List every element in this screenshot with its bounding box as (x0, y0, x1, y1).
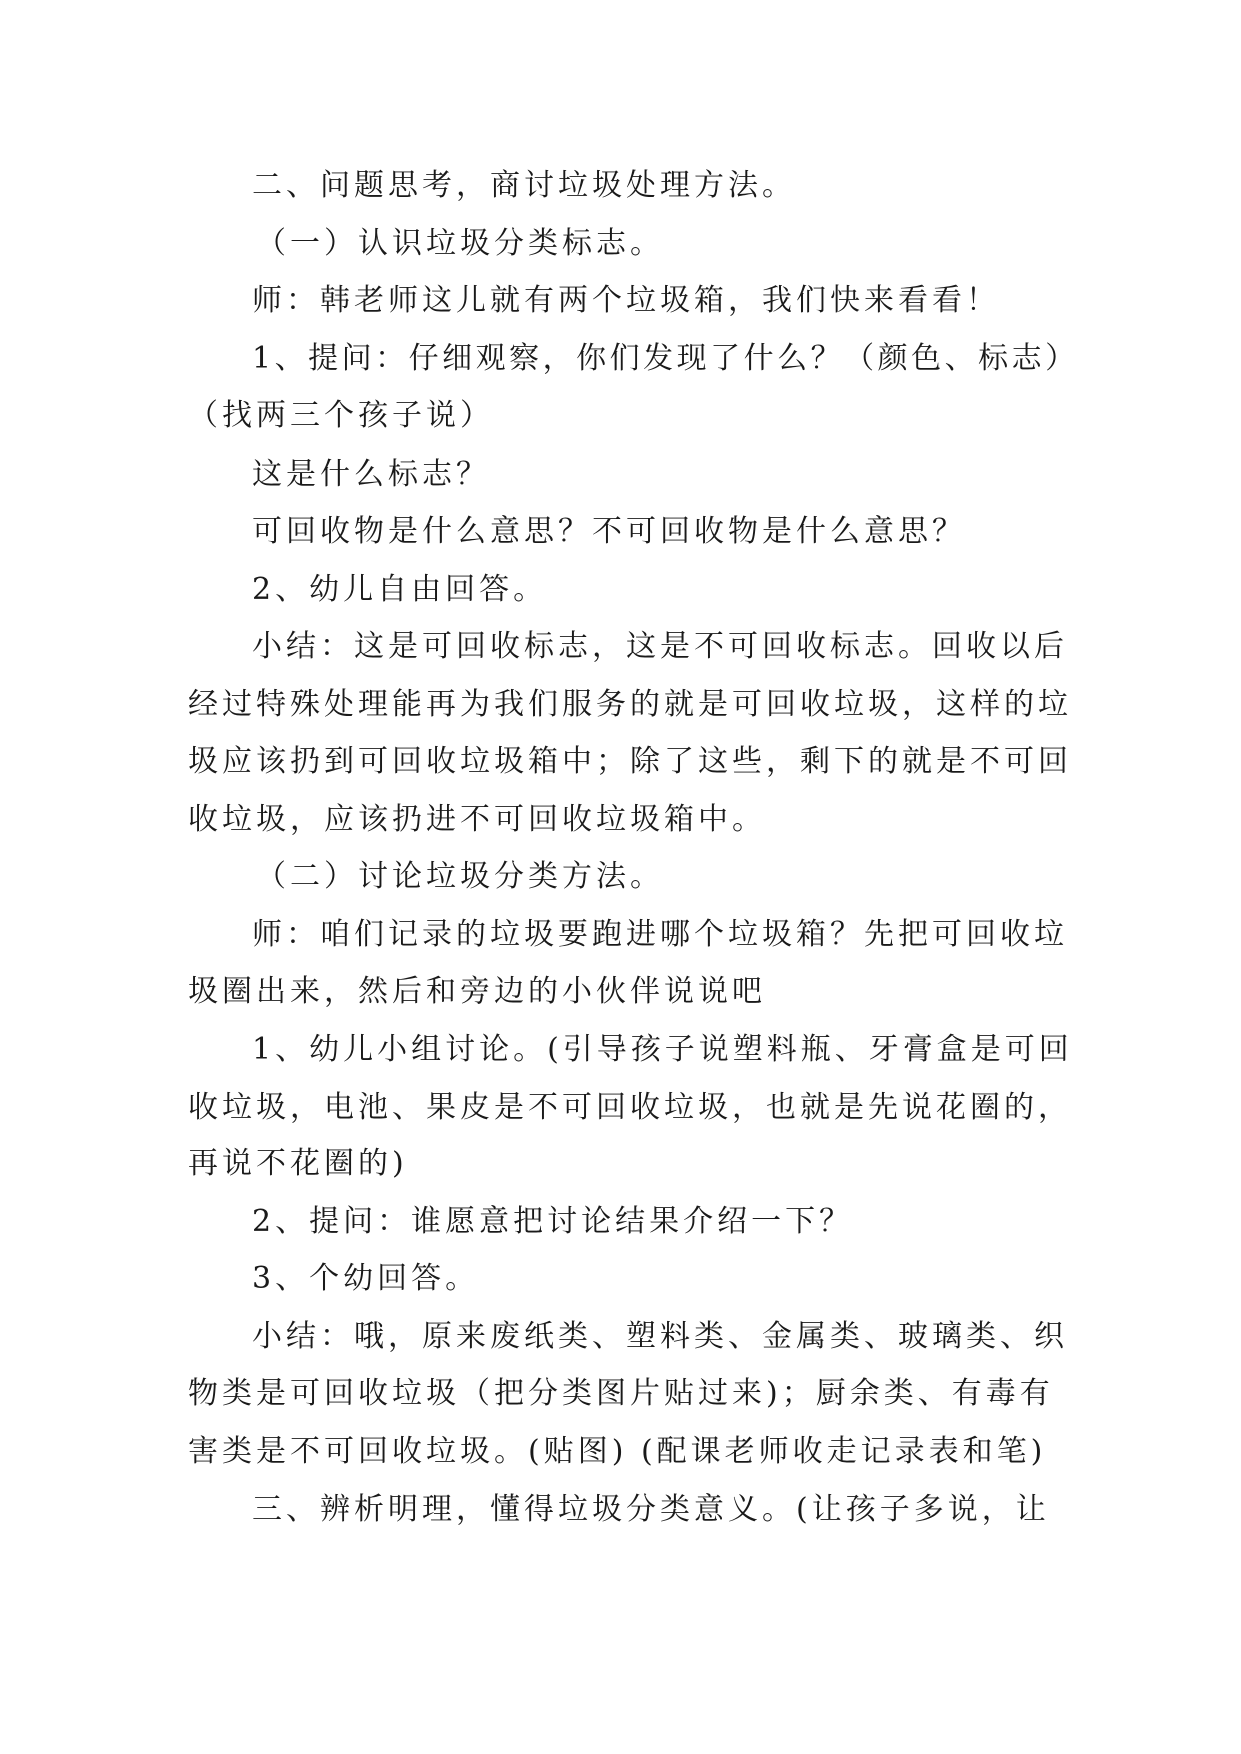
text-line: 2、提问：谁愿意把讨论结果介绍一下？ (252, 1204, 854, 1239)
text-line: 圾圈出来，然后和旁边的小伙伴说说吧 (188, 974, 766, 1009)
text-line: 3、个幼回答。 (252, 1261, 480, 1296)
text-line: 小结：这是可回收标志，这是不可回收标志。回收以后 (252, 629, 1068, 664)
text-line: 收垃圾，应该扔进不可回收垃圾箱中。 (188, 802, 766, 837)
text-line: 害类是不可回收垃圾。(贴图) (配课老师收走记录表和笔) (188, 1434, 1047, 1469)
text-line: 收垃圾，电池、果皮是不可回收垃圾，也就是先说花圈的， (188, 1090, 1072, 1125)
text-line: （二）讨论垃圾分类方法。 (256, 859, 664, 894)
text-line: 师：咱们记录的垃圾要跑进哪个垃圾箱？先把可回收垃 (252, 917, 1068, 952)
text-line: 二、问题思考，商讨垃圾处理方法。 (252, 168, 796, 203)
text-line: 2、幼儿自由回答。 (252, 572, 548, 607)
text-line: 物类是可回收垃圾（把分类图片贴过来)；厨余类、有毒有 (188, 1376, 1054, 1411)
text-line: （一）认识垃圾分类标志。 (256, 226, 664, 261)
text-line: 再说不花圈的) (188, 1146, 408, 1181)
text-line: 1、提问：仔细观察，你们发现了什么？（颜色、标志） (252, 341, 1079, 376)
text-line: 小结：哦，原来废纸类、塑料类、金属类、玻璃类、织 (252, 1319, 1068, 1354)
text-line: 经过特殊处理能再为我们服务的就是可回收垃圾，这样的垃 (188, 687, 1072, 722)
text-line: 师：韩老师这儿就有两个垃圾箱，我们快来看看！ (252, 283, 1000, 318)
text-line: 圾应该扔到可回收垃圾箱中；除了这些，剩下的就是不可回 (188, 744, 1072, 779)
text-line: 可回收物是什么意思？不可回收物是什么意思？ (252, 514, 966, 549)
text-line: 1、幼儿小组讨论。(引导孩子说塑料瓶、牙膏盒是可回 (252, 1032, 1073, 1067)
text-line: （找两三个孩子说） (188, 398, 494, 433)
text-line: 三、辨析明理，懂得垃圾分类意义。(让孩子多说，让 (252, 1492, 1050, 1527)
text-line: 这是什么标志？ (252, 457, 490, 492)
